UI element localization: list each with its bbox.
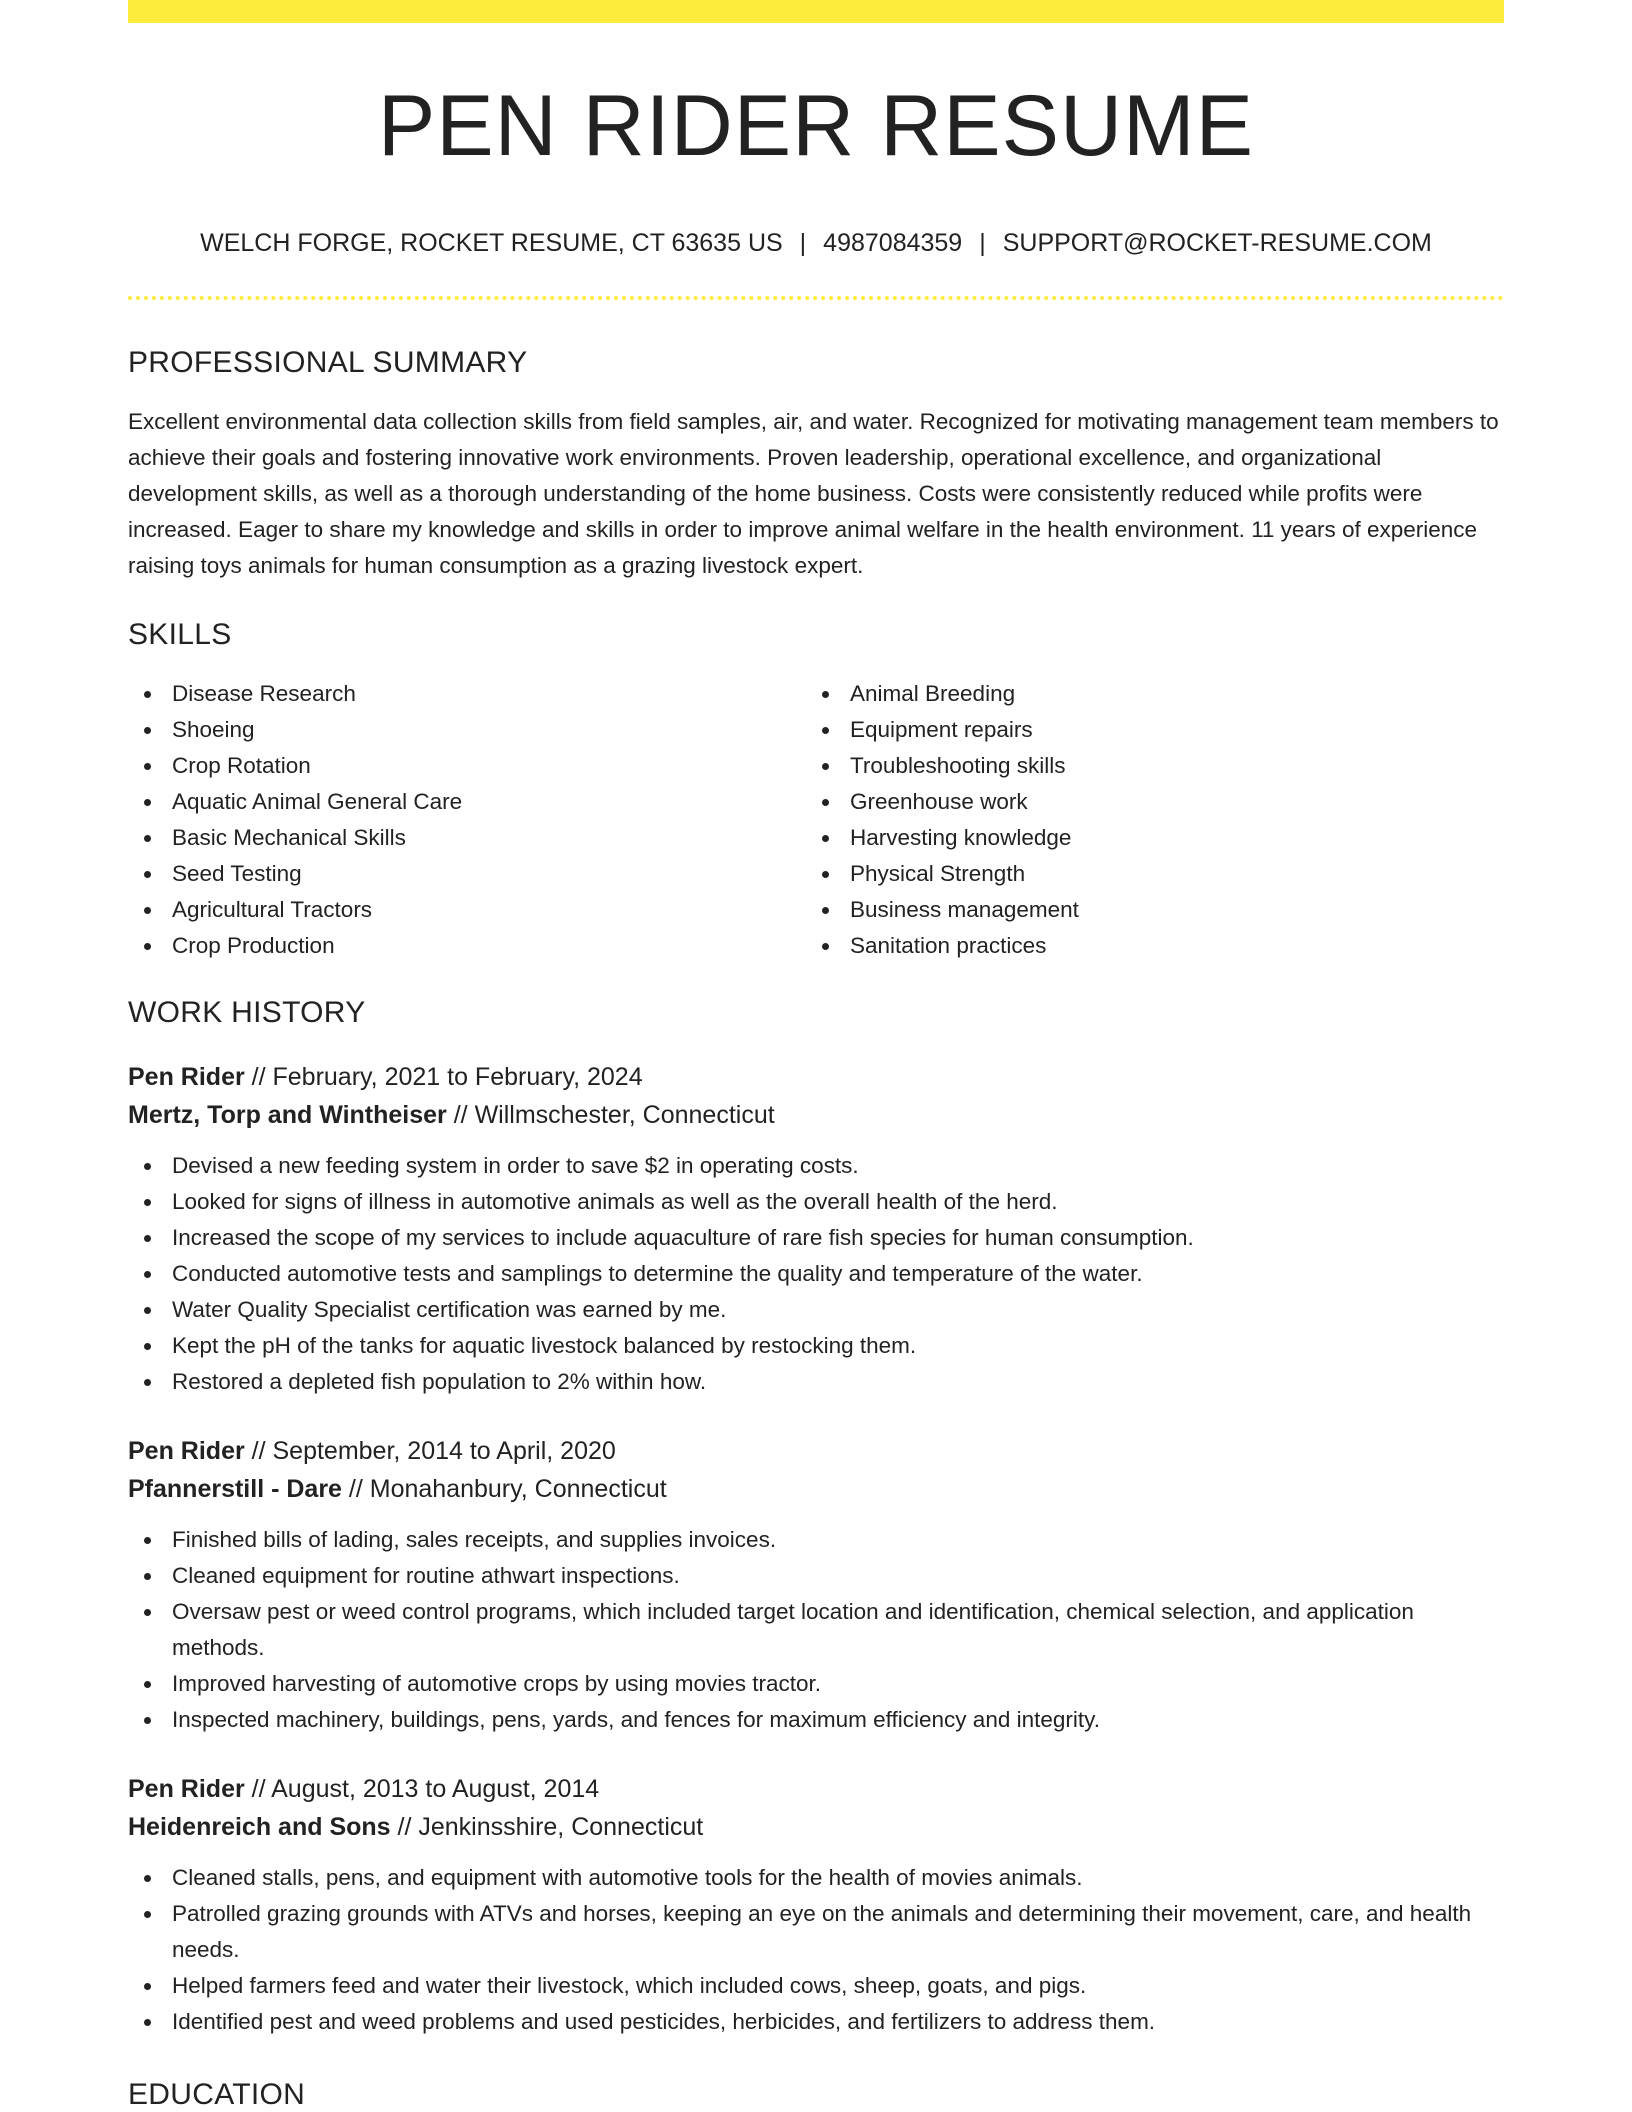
- dotted-divider: [128, 296, 1504, 300]
- summary-text: Excellent environmental data collection skills from field samples, air, and water. Recognized for motivating management team members to achieve their goals and fostering innovative work environments. Proven leadership, operational excellence, and organizational development skills, as well as a thorough understanding of the home business. Costs were consistently reduced while profits were increased. Eager to share my knowledge and skills in order to improve animal welfare in the health environment. 11 years of experience raising toys animals for human consumption as a grazing livestock expert.: [128, 409, 1499, 578]
- job-dates: // February, 2021 to February, 2024: [251, 1063, 643, 1091]
- duty-item: Cleaned stalls, pens, and equipment with automotive tools for the health of movies animals.: [128, 1860, 1504, 1896]
- job-entry: [128, 1058, 1504, 1400]
- top-accent-bar: [128, 0, 1504, 23]
- duty-item: Kept the pH of the tanks for aquatic livestock balanced by restocking them.: [128, 1328, 1504, 1364]
- duty-item: Cleaned equipment for routine athwart inspections.: [128, 1558, 1504, 1594]
- contact-line: [128, 231, 1504, 256]
- skill-item: Equipment repairs: [806, 712, 1484, 748]
- contact-address: WELCH FORGE, ROCKET RESUME, CT 63635 US: [200, 229, 783, 257]
- work-history-heading: WORK HISTORY: [128, 996, 366, 1029]
- job-entry: [128, 1432, 1504, 1738]
- skill-item: Seed Testing: [128, 856, 806, 892]
- duty-item: Devised a new feeding system in order to save $2 in operating costs.: [128, 1148, 1504, 1184]
- job-company-line: [128, 1096, 1504, 1134]
- job-title-line: [128, 1770, 1504, 1808]
- contact-separator: |: [979, 229, 986, 257]
- skill-item: Basic Mechanical Skills: [128, 820, 806, 856]
- skill-item: Harvesting knowledge: [806, 820, 1484, 856]
- job-location: // Monahanbury, Connecticut: [348, 1475, 667, 1503]
- job-company-line: [128, 1808, 1504, 1846]
- duty-item: Finished bills of lading, sales receipts, and supplies invoices.: [128, 1522, 1504, 1558]
- skills-heading: SKILLS: [128, 618, 232, 651]
- job-role: Pen Rider: [128, 1063, 245, 1091]
- skill-item: Shoeing: [128, 712, 806, 748]
- skill-item: Troubleshooting skills: [806, 748, 1484, 784]
- job-company: Pfannerstill - Dare: [128, 1475, 342, 1503]
- skills-list: [128, 676, 1504, 964]
- job-duties: [128, 1860, 1504, 2040]
- contact-email: SUPPORT@ROCKET-RESUME.COM: [1002, 229, 1432, 257]
- duty-item: Restored a depleted fish population to 2% within how.: [128, 1364, 1504, 1400]
- job-title-line: [128, 1058, 1504, 1096]
- education-heading: EDUCATION: [128, 2078, 306, 2111]
- job-company-line: [128, 1470, 1504, 1508]
- duty-item: Increased the scope of my services to include aquaculture of rare fish species for human consumption.: [128, 1220, 1504, 1256]
- duty-item: Identified pest and weed problems and used pesticides, herbicides, and fertilizers to address them.: [128, 2004, 1504, 2040]
- skill-item: Greenhouse work: [806, 784, 1484, 820]
- job-role: Pen Rider: [128, 1437, 245, 1465]
- job-location: // Willmschester, Connecticut: [453, 1101, 775, 1129]
- summary-heading: PROFESSIONAL SUMMARY: [128, 346, 528, 379]
- duty-item: Inspected machinery, buildings, pens, yards, and fences for maximum efficiency and integrity.: [128, 1702, 1504, 1738]
- job-duties: [128, 1522, 1504, 1738]
- duty-item: Water Quality Specialist certification was earned by me.: [128, 1292, 1504, 1328]
- job-role: Pen Rider: [128, 1775, 245, 1803]
- duty-item: Helped farmers feed and water their livestock, which included cows, sheep, goats, and pigs.: [128, 1968, 1504, 2004]
- skill-item: Sanitation practices: [806, 928, 1484, 964]
- skill-item: Agricultural Tractors: [128, 892, 806, 928]
- duty-item: Patrolled grazing grounds with ATVs and horses, keeping an eye on the animals and determining their movement, care, and health needs.: [128, 1896, 1504, 1968]
- duty-item: Oversaw pest or weed control programs, which included target location and identification, chemical selection, and application methods.: [128, 1594, 1504, 1666]
- job-company: Heidenreich and Sons: [128, 1813, 391, 1841]
- job-dates: // September, 2014 to April, 2020: [251, 1437, 616, 1465]
- job-location: // Jenkinsshire, Connecticut: [397, 1813, 704, 1841]
- job-duties: [128, 1148, 1504, 1400]
- skill-item: Disease Research: [128, 676, 806, 712]
- contact-separator: |: [799, 229, 807, 257]
- skill-item: Aquatic Animal General Care: [128, 784, 806, 820]
- skill-item: Crop Rotation: [128, 748, 806, 784]
- job-title-line: [128, 1432, 1504, 1470]
- job-dates: // August, 2013 to August, 2014: [251, 1775, 600, 1803]
- skill-item: Physical Strength: [806, 856, 1484, 892]
- skills-column-right: [806, 676, 1484, 964]
- duty-item: Conducted automotive tests and samplings to determine the quality and temperature of the water.: [128, 1256, 1504, 1292]
- resume-page: [128, 0, 1504, 2110]
- contact-phone: 4987084359: [823, 229, 963, 257]
- job-company: Mertz, Torp and Wintheiser: [128, 1101, 447, 1129]
- skill-item: Business management: [806, 892, 1484, 928]
- duty-item: Improved harvesting of automotive crops by using movies tractor.: [128, 1666, 1504, 1702]
- resume-title: PEN RIDER RESUME: [377, 78, 1255, 174]
- job-entry: [128, 1770, 1504, 2040]
- duty-item: Looked for signs of illness in automotive animals as well as the overall health of the herd.: [128, 1184, 1504, 1220]
- skill-item: Crop Production: [128, 928, 806, 964]
- skills-column-left: [128, 676, 806, 964]
- skill-item: Animal Breeding: [806, 676, 1484, 712]
